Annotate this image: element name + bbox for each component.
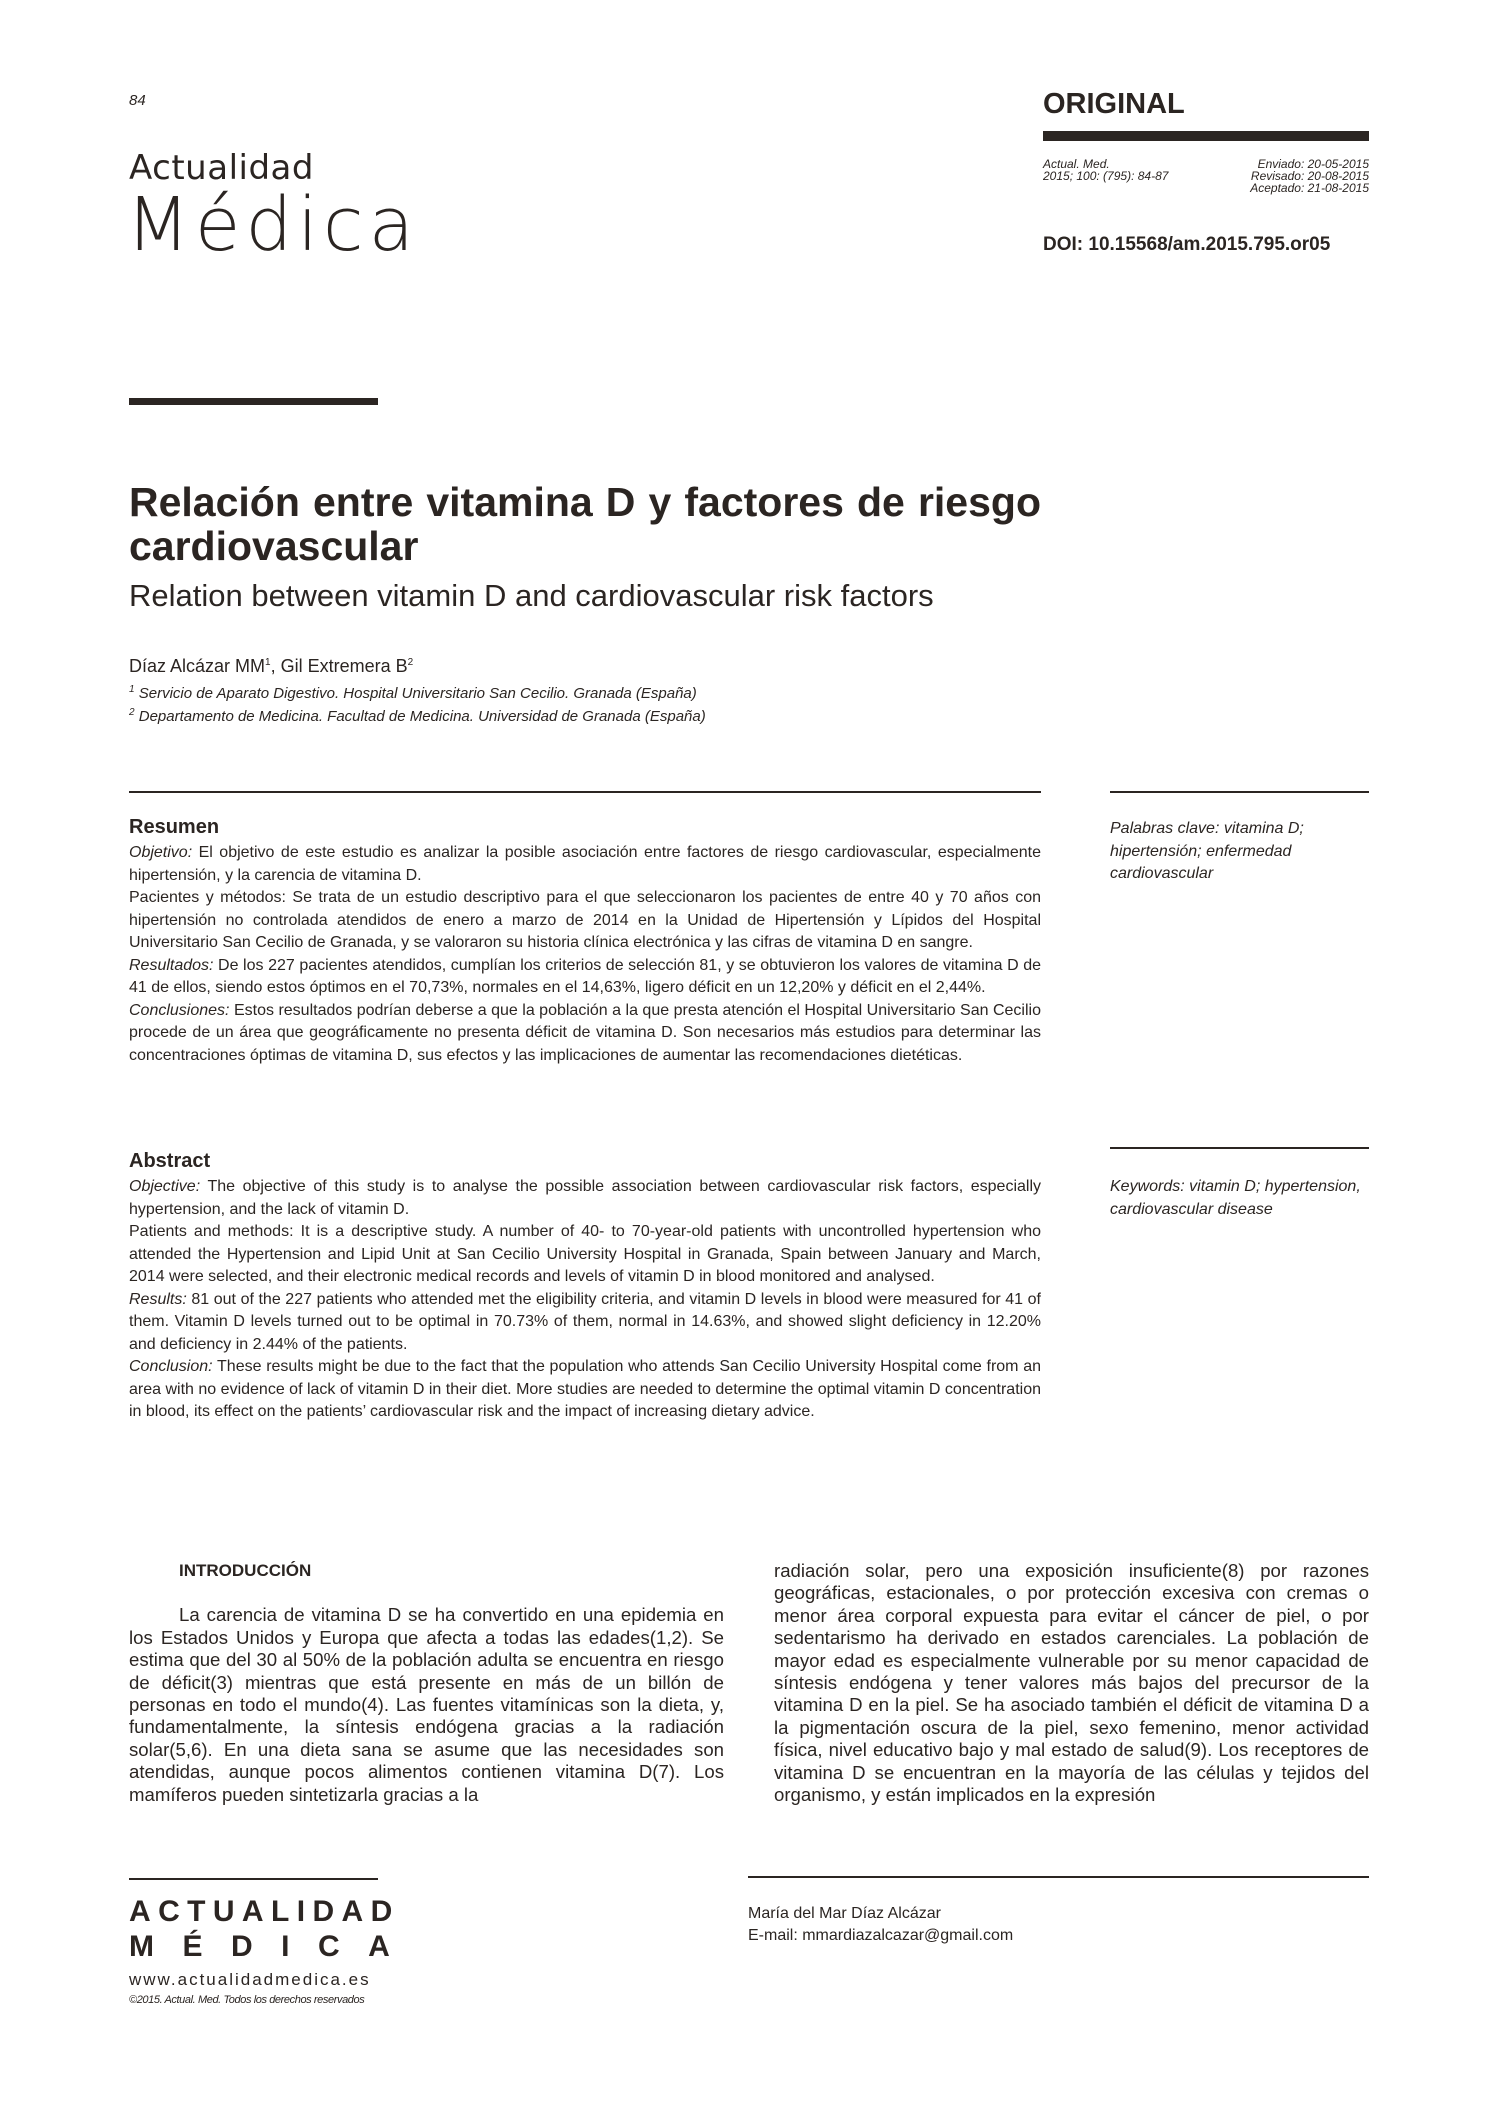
submission-dates [1180,158,1369,194]
keywords-spanish: Palabras clave: vitamina D; hipertensión; enfermedad cardiovascular [1110,820,1304,882]
resumen-methods: Pacientes y métodos: Se trata de un estudio descriptivo para el que seleccionaron los pacientes de entre 40 y 70 años con hipertensión no controlada atendidos de enero a marzo de 2014 en la Unidad de Hipertensión y Lípidos del Hospital Universitario San Cecilio de Granada, y se valoraron su historia clínica electrónica y las cifras de vitamina D en sangre. [129,889,1041,951]
resumen-objective [129,842,1041,887]
abstract-heading: Abstract [129,1150,211,1172]
article-title-spanish: Relación entre vitamina D y factores de riesgo cardiovascular [129,479,1041,569]
resumen-rule [129,791,1041,793]
abstract-conclusion-label: Conclusion: [129,1358,213,1375]
abstract-objective-label: Objective: [129,1178,201,1195]
corresponding-author-email: E-mail: mmardiazalcazar@gmail.com [748,1927,1014,1944]
date-sent: Enviado: 20-05-2015 [1257,157,1369,171]
resumen-conclusions [129,1000,1041,1068]
corresponding-author-name: María del Mar Díaz Alcázar [748,1905,941,1922]
section-rule [1043,131,1369,141]
resumen-heading: Resumen [129,816,220,838]
abstract-results-text: 81 out of the 227 patients who attended met the eligibility criteria, and vitamin D levels in blood were measured for 41 of them. Vitamin D levels turned out to be optimal in 70.73% of them, normal in 14.63%, and showed slight deficiency in 12.20% and deficiency in 2.44% of the patients. [129,1290,1041,1353]
footer-copyright: ©2015. Actual. Med. Todos los derechos reservados [129,1994,365,2006]
affiliation-2 [129,707,706,725]
keywords-en-rule [1110,1147,1369,1149]
author-2: , Gil Extremera B [270,656,408,676]
author-2-affil-mark: 2 [407,657,414,668]
article-title-english: Relation between vitamin D and cardiovascular risk factors [129,578,934,613]
footer-logo-line1: ACTUALIDAD [129,1895,400,1928]
journal-ref-line1: Actual. Med. [1043,157,1110,171]
page-number: 84 [129,92,146,109]
journal-reference [1043,158,1193,182]
doi: DOI: 10.15568/am.2015.795.or05 [1043,234,1331,255]
resumen-objective-label: Objetivo: [129,844,193,861]
authors [129,656,413,677]
resumen-conclusions-text: Estos resultados podrían deberse a que la población a la que presta atención el Hospital Universitario San Cecilio procede de un área que geográficamente no presenta déficit de vitamina D. Son necesarios más estudios para determinar las concentraciones óptimas de vitamina D, sus efectos y las implicaciones de aumentar las recomendaciones dietéticas. [129,1001,1041,1064]
affiliation-1 [129,684,697,702]
date-revised: Revisado: 20-08-2015 [1250,169,1369,183]
journal-logo-line1: Actualidad [129,148,314,188]
introduction-paragraph-continued: radiación solar, pero una exposición insuficiente(8) por razones geográficas, estacionales, o por protección excesiva con cremas o menor área corporal expuesta para evitar el cáncer de piel, o por sedentarismo ha derivado en estados carenciales. La población de mayor edad es especialmente vulnerable por su menor capacidad de síntesis endógena y tener valores más bajos del precursor de la vitamina D en la piel. Se ha asociado también el déficit de vitamina D a la pigmentación oscura de la piel, sexo femenino, menor actividad física, nivel educativo bajo y mal estado de salud(9). Los receptores de vitamina D se encuentran en la mayoría de las células y tejidos del organismo, y están implicados en la expresión [774,1560,1369,1806]
introduction-paragraph-1: La carencia de vitamina D se ha convertido en una epidemia en los Estados Unidos y Europa que afecta a todas las edades(1,2). Se estima que del 30 al 50% de la población adulta se encuentra en riesgo de déficit(3) mientras que está presente en más de un billón de personas en todo el mundo(4). Las fuentes vitamínicas son la dieta, y, fundamentalmente, la síntesis endógena gracias a la radiación solar(5,6). En una dieta sana se asume que las necesidades son atendidas, aunque pocos alimentos contienen vitamina D(7). Los mamíferos pueden sintetizarla gracias a la [129,1604,724,1805]
affiliation-1-number: 1 [129,684,135,695]
journal-ref-line2: 2015; 100: (795): 84-87 [1043,169,1169,183]
affiliation-2-number: 2 [129,707,135,718]
keywords-es-rule [1110,791,1369,793]
author-1-affil-mark: 1 [265,657,271,668]
abstract-conclusion-text: These results might be due to the fact that the population who attends San Cecilio University Hospital come from an area with no evidence of lack of vitamin D in their diet. More studies are needed to determine the optimal vitamin D concentration in blood, its effect on the patients’ cardiovascular risk and the impact of increasing dietary advice. [129,1358,1041,1420]
footer-rule-right [748,1876,1369,1878]
author-1: Díaz Alcázar MM [129,656,266,676]
abstract-methods: Patients and methods: It is a descriptive study. A number of 40- to 70-year-old patients with uncontrolled hypertension who attended the Hypertension and Lipid Unit at San Cecilio University Hospital in Granada, Spain between January and March, 2014 were selected, and their electronic medical records and levels of vitamin D in blood monitored and analysed. [129,1223,1041,1285]
journal-logo-line2: Médica [126,182,419,268]
resumen-results-text: De los 227 pacientes atendidos, cumplían los criterios de selección 81, y se obtuvieron los valores de vitamina D de 41 de ellos, siendo estos óptimos en el 70,73%, normales en el 14,63%, ligero déficit en un 12,20% y déficit en el 2,44%. [129,956,1041,996]
affiliation-1-text: Servicio de Aparato Digestivo. Hospital Universitario San Cecilio. Granada (España) [134,685,697,702]
introduction-heading: INTRODUCCIÓN [179,1561,312,1580]
affiliation-2-text: Departamento de Medicina. Facultad de Medicina. Universidad de Granada (España) [134,708,706,725]
resumen-objective-text: El objetivo de este estudio es analizar la posible asociación entre factores de riesgo cardiovascular, especialmente hipertensión, y la carencia de vitamina D. [129,844,1041,884]
date-accepted: Aceptado: 21-08-2015 [1250,181,1369,195]
resumen-conclusions-label: Conclusiones: [129,1001,230,1019]
keywords-english: Keywords: vitamin D; hypertension, cardiovascular disease [1110,1178,1361,1218]
section-label: ORIGINAL [1043,88,1185,120]
abstract-results [129,1289,1041,1357]
abstract-conclusion [129,1356,1041,1424]
title-rule [129,398,378,405]
abstract-objective-text: The objective of this study is to analyse the possible association between cardiovascular risk factors, especially hypertension, and the lack of vitamin D. [129,1178,1041,1218]
abstract-text [129,1176,1041,1424]
resumen-text [129,842,1041,1067]
abstract-results-label: Results: [129,1290,187,1308]
footer-url: www.actualidadmedica.es [129,1970,371,1989]
footer-rule-left [129,1878,378,1880]
abstract-objective [129,1176,1041,1221]
footer-logo-line2: MÉDICA [129,1930,419,1963]
body-column-right [774,1560,1369,1806]
resumen-results-label: Resultados: [129,956,214,974]
body-column-left [129,1560,724,1806]
resumen-results [129,955,1041,1000]
